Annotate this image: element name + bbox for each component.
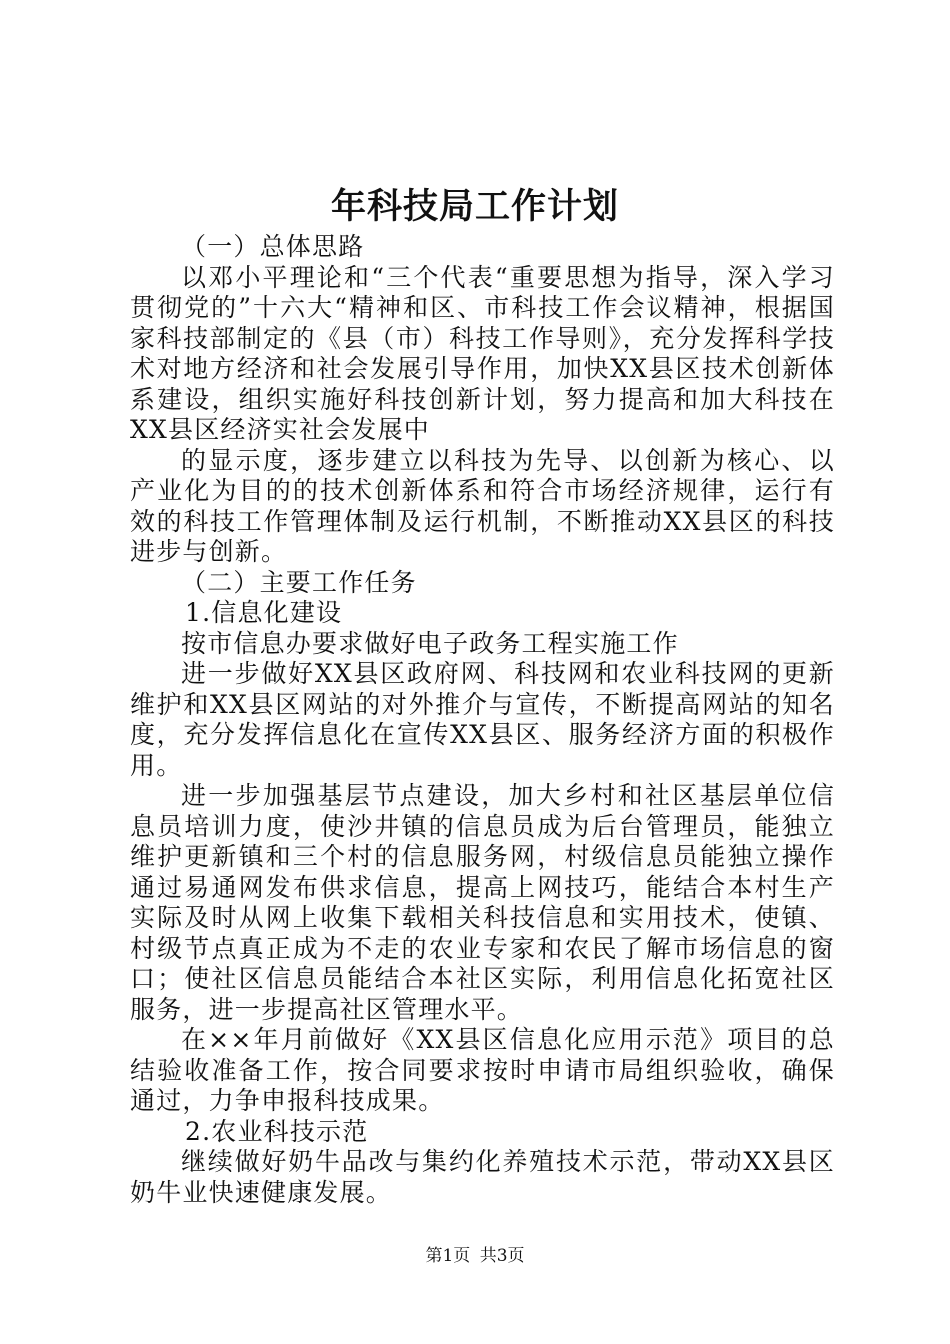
paragraph-website-maintenance: 进一步做好XX县区政府网、科技网和农业科技网的更新维护和XX县区网站的对外推介与宣传，不断提高网站的知名度，充分发挥信息化在宣传XX县区、服务经济方面的积极作用。 [130, 659, 835, 780]
section-heading-main-tasks: （二）主要工作任务 [181, 567, 417, 597]
subheading-informatization: 1.信息化建设 [185, 598, 343, 627]
paragraph-project-acceptance: 在××年月前做好《XX县区信息化应用示范》项目的总结验收准备工作，按合同要求按时申请市局组织验收，确保通过，力争申报科技成果。 [130, 1025, 835, 1115]
subheading-agriculture-demo: 2.农业科技示范 [185, 1116, 369, 1146]
document-title: 年科技局工作计划 [330, 186, 619, 227]
page-number: 第1页 [425, 1246, 471, 1266]
page-total: 共3页 [479, 1246, 525, 1266]
paragraph-e-government: 按市信息办要求做好电子政务工程实施工作 [181, 628, 679, 658]
paragraph-grassroots-nodes: 进一步加强基层节点建设，加大乡村和社区基层单位信息员培训力度，使沙井镇的信息员成为后台管理员，能独立维护更新镇和三个村的信息服务网，村级信息员能独立操作通过易通网发布供求信息，提高上网技巧，能结合本村生产实际及时从网上收集下载相关科技信息和实用技术，使镇、村级节点真正成为不走的农业专家和农民了解市场信息的窗口；使社区信息员能结合本社区实际，利用信息化拓宽社区服务，进一步提高社区管理水平。 [130, 781, 835, 1024]
paragraph-dairy-demo: 继续做好奶牛品改与集约化养殖技术示范，带动XX县区奶牛业快速健康发展。 [130, 1147, 835, 1207]
section-heading-overall: （一）总体思路 [181, 232, 365, 261]
page-footer [0, 1244, 950, 1268]
paragraph-innovation-system: 的显示度，逐步建立以科技为先导、以创新为核心、以产业化为目的的技术创新体系和符合市场经济规律，运行有效的科技工作管理体制及运行机制，不断推动XX县区的科技进步与创新。 [130, 445, 835, 566]
paragraph-guiding-principle: 以邓小平理论和“三个代表“重要思想为指导，深入学习贯彻党的”十六大“精神和区、市科技工作会议精神，根据国家科技部制定的《县（市）科技工作导则》，充分发挥科学技术对地方经济和社会发展引导作用，加快XX县区技术创新体系建设，组织实施好科技创新计划，努力提高和加大科技在XX县区经济实社会发展中 [130, 262, 835, 444]
document-body [130, 232, 835, 1208]
